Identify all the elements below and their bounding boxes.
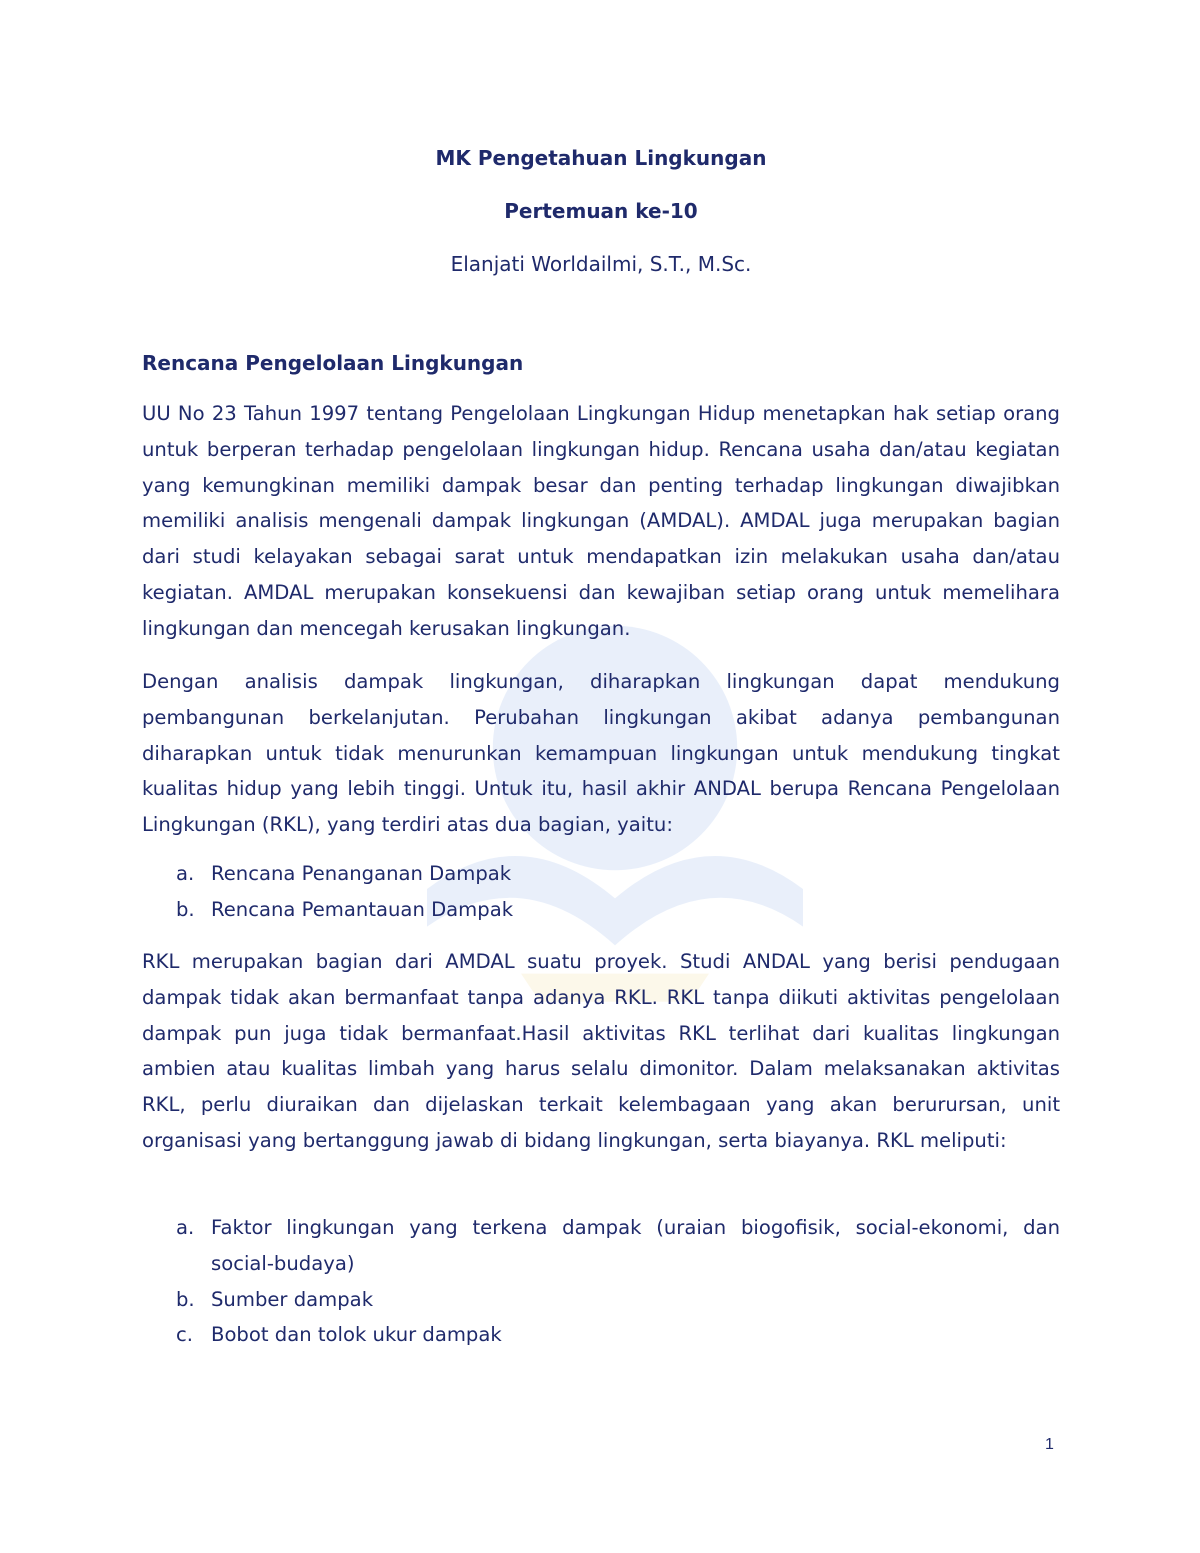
list-marker: a. — [176, 1216, 195, 1239]
section-heading: Rencana Pengelolaan Lingkungan — [142, 351, 524, 375]
list-item — [142, 892, 1060, 928]
page-number: 1 — [1045, 1436, 1054, 1453]
list-item-text: Rencana Penanganan Dampak — [211, 862, 512, 885]
meeting-number: Pertemuan ke-10 — [504, 199, 698, 223]
list-item — [142, 856, 1060, 892]
list-marker: b. — [176, 897, 195, 921]
list-item — [142, 1210, 1060, 1282]
list-item-text: Sumber dampak — [211, 1287, 374, 1311]
course-title: MK Pengetahuan Lingkungan — [435, 146, 767, 170]
list-item-text: Bobot dan tolok ukur dampak — [211, 1323, 502, 1347]
list-item — [142, 1317, 1060, 1353]
list-item-text: Rencana Pemantauan Dampak — [211, 897, 514, 921]
impact-plan-list — [142, 856, 1060, 928]
rkl-scope-list — [142, 1210, 1060, 1353]
list-marker: b. — [176, 1287, 195, 1311]
paragraph-2: Dengan analisis dampak lingkungan, diharapkan lingkungan dapat mendukung pembangunan berkelanjutan. Perubahan lingkungan akibat adanya pembangunan diharapkan untuk tidak menurunkan kemampuan lingkungan untuk mendukung tingkat kualitas hidup yang lebih tinggi. Untuk itu, hasil akhir ANDAL berupa Rencana Pengelolaan Lingkungan (RKL), yang terdiri atas dua bagian, yaitu: — [142, 670, 1060, 837]
author-name: Elanjati Worldailmi, S.T., M.Sc. — [450, 252, 752, 276]
list-item — [142, 1282, 1060, 1318]
list-item-text: Faktor lingkungan yang terkena dampak (uraian biogofisik, social-ekonomi, dan social-budaya) — [211, 1216, 1060, 1275]
list-marker: a. — [176, 862, 195, 885]
list-marker: c. — [176, 1323, 194, 1347]
paragraph-1: UU No 23 Tahun 1997 tentang Pengelolaan Lingkungan Hidup menetapkan hak setiap orang untuk berperan terhadap pengelolaan lingkungan hidup. Rencana usaha dan/atau kegiatan yang kemungkinan memiliki dampak besar dan penting terhadap lingkungan diwajibkan memiliki analisis mengenali dampak lingkungan (AMDAL). AMDAL juga merupakan bagian dari studi kelayakan sebagai sarat untuk mendapatkan izin melakukan usaha dan/atau kegiatan. AMDAL merupakan konsekuensi dan kewajiban setiap orang untuk memelihara lingkungan dan mencegah kerusakan lingkungan. — [142, 402, 1060, 640]
paragraph-3: RKL merupakan bagian dari AMDAL suatu proyek. Studi ANDAL yang berisi pendugaan dampak tidak akan bermanfaat tanpa adanya RKL. RKL tanpa diikuti aktivitas pengelolaan dampak pun juga tidak bermanfaat.Hasil aktivitas RKL terlihat dari kualitas lingkungan ambien atau kualitas limbah yang harus selalu dimonitor. Dalam melaksanakan aktivitas RKL, perlu diuraikan dan dijelaskan terkait kelembagaan yang akan berurursan, unit organisasi yang bertanggung jawab di bidang lingkungan, serta biayanya. RKL meliputi: — [142, 950, 1060, 1152]
